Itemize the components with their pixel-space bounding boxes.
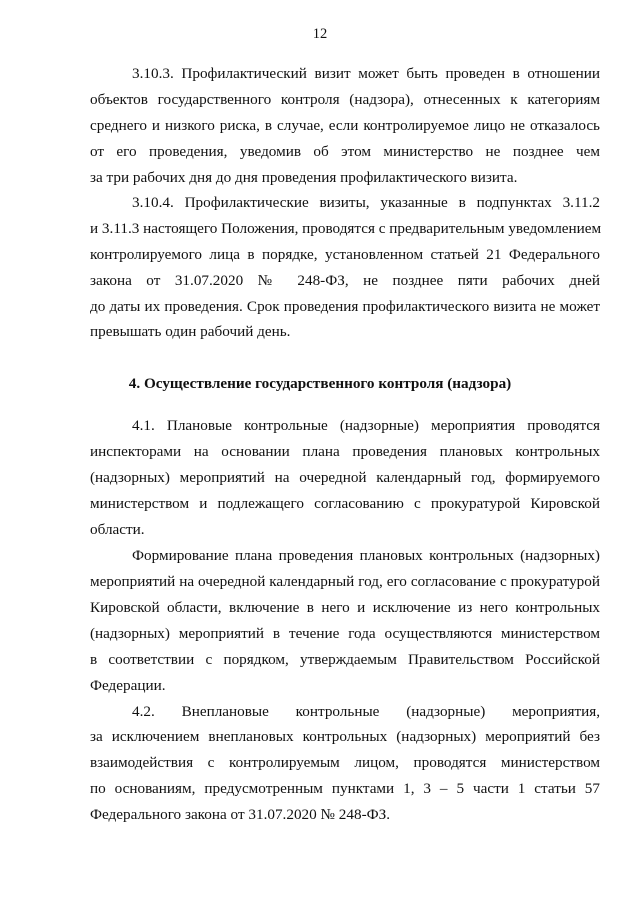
paragraph-3-10-3-line: среднего и низкого риска, в случае, если контролируемое лицо не отказалось xyxy=(90,117,600,134)
paragraph-4-1-line: 4.1. Плановые контрольные (надзорные) мероприятия проводятся xyxy=(132,417,600,434)
paragraph-3-10-3-line: за три рабочих дня до дня проведения профилактического визита. xyxy=(90,169,518,186)
paragraph-plan-line: Формирование плана проведения плановых контрольных (надзорных) xyxy=(132,547,600,564)
paragraph-4-2-line: 4.2. Внеплановые контрольные (надзорные) мероприятия, xyxy=(132,703,600,720)
paragraph-3-10-3-line: объектов государственного контроля (надзора), отнесенных к категориям xyxy=(90,91,600,108)
paragraph-3-10-4-line: закона от 31.07.2020 № 248-ФЗ, не позднее пяти рабочих дней xyxy=(90,272,600,289)
paragraph-4-2-line: за исключением внеплановых контрольных (надзорных) мероприятий без xyxy=(90,728,600,745)
paragraph-4-2-line: по основаниям, предусмотренным пунктами 1, 3 – 5 части 1 статьи 57 xyxy=(90,780,600,797)
paragraph-4-1-line: (надзорных) мероприятий на очередной календарный год, формируемого xyxy=(90,469,600,486)
paragraph-plan-line: Кировской области, включение в него и исключение из него контрольных xyxy=(90,599,600,616)
paragraph-3-10-3-line: от его проведения, уведомив об этом министерство не позднее чем xyxy=(90,143,600,160)
paragraph-4-2-line: Федерального закона от 31.07.2020 № 248-ФЗ. xyxy=(90,806,391,823)
paragraph-plan-line: в соответствии с порядком, утверждаемым Правительством Российской xyxy=(90,651,600,668)
section-heading: 4. Осуществление государственного контроля (надзора) xyxy=(128,375,512,392)
paragraph-4-1-line: министерством и подлежащего согласованию с прокуратурой Кировской xyxy=(90,495,600,512)
paragraph-4-2-line: взаимодействия с контролируемым лицом, проводятся министерством xyxy=(90,754,600,771)
paragraph-plan-line: Федерации. xyxy=(90,677,166,694)
paragraph-3-10-4-line: превышать один рабочий день. xyxy=(90,323,291,340)
page-number: 12 xyxy=(312,26,328,42)
paragraph-plan-line: мероприятий на очередной календарный год, его согласование с прокуратурой xyxy=(90,573,600,590)
paragraph-3-10-3-line: 3.10.3. Профилактический визит может быть проведен в отношении xyxy=(132,65,600,82)
paragraph-3-10-4-line: 3.10.4. Профилактические визиты, указанные в подпунктах 3.11.2 xyxy=(132,194,600,211)
paragraph-plan-line: (надзорных) мероприятий в течение года осуществляются министерством xyxy=(90,625,600,642)
paragraph-4-1-line: инспекторами на основании плана проведения плановых контрольных xyxy=(90,443,600,460)
paragraph-3-10-4-line: контролируемого лица в порядке, установленном статьей 21 Федерального xyxy=(90,246,600,263)
paragraph-3-10-4-line: и 3.11.3 настоящего Положения, проводятся с предварительным уведомлением xyxy=(90,220,602,237)
paragraph-3-10-4-line: до даты их проведения. Срок проведения профилактического визита не может xyxy=(90,298,600,315)
paragraph-4-1-line: области. xyxy=(90,521,145,538)
